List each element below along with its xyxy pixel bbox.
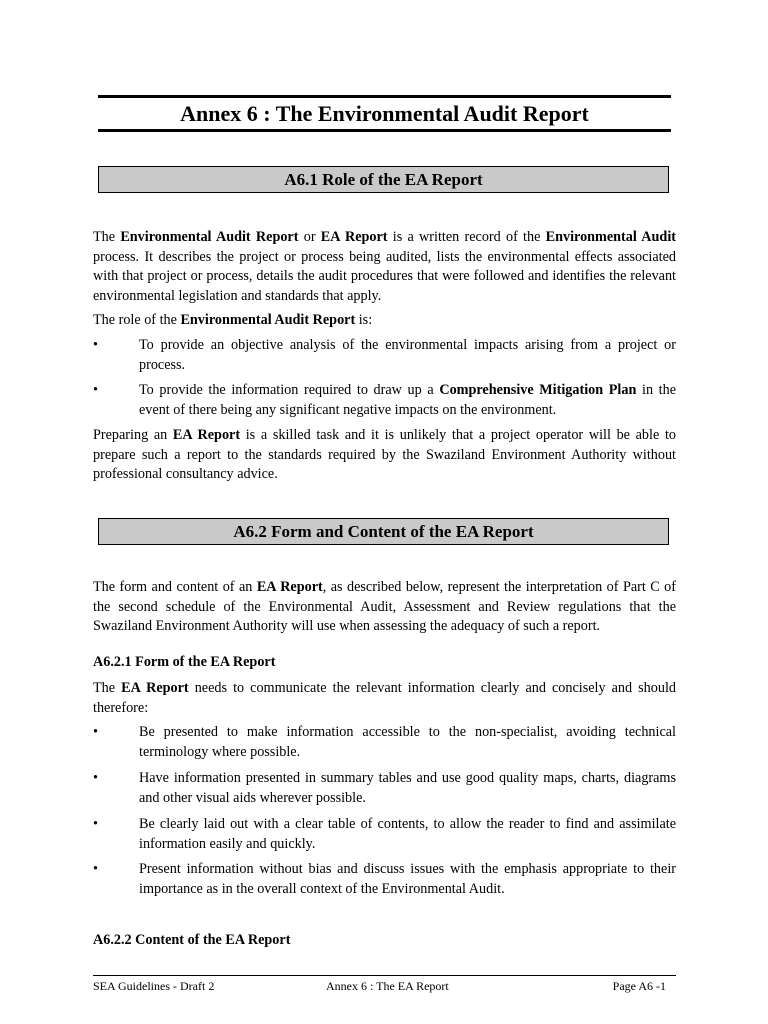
paragraph-role: The role of the Environmental Audit Report is:	[93, 312, 373, 328]
paragraph-form-content: The form and content of an EA Report, as described below, represent the interpretation of Part C of the second schedule of the Environmental Audit, Assessment and Review regulations that the Swaziland Environment Authority will use when assessing the adequacy of such a report.	[93, 579, 676, 634]
section-heading-form-content: A6.2 Form and Content of the EA Report	[98, 518, 669, 545]
list-item-text: Have information presented in summary tables and use good quality maps, charts, diagrams and other visual aids wherever possible.	[139, 770, 676, 806]
bold-term: Comprehensive Mitigation Plan	[439, 382, 637, 398]
list-item-text: Be clearly laid out with a clear table of contents, to allow the reader to find and assimilate information easily and quickly.	[139, 816, 676, 852]
section-heading-role: A6.1 Role of the EA Report	[98, 166, 669, 193]
footer-center: Annex 6 : The EA Report	[326, 979, 449, 993]
bold-term: Environmental Audit	[545, 229, 676, 245]
bullet-icon: •	[93, 382, 98, 398]
bold-term: EA Report	[256, 579, 323, 595]
bullet-icon: •	[93, 861, 98, 877]
bold-term: EA Report	[121, 680, 189, 696]
list-item-text: To provide an objective analysis of the environmental impacts arising from a project or process.	[139, 337, 676, 373]
paragraph-preparing: Preparing an EA Report is a skilled task and it is unlikely that a project operator will be able to prepare such a report to the standards required by the Swaziland Environment Authority without professional consultancy advice.	[93, 427, 676, 482]
bold-term: EA Report	[320, 229, 388, 245]
footer-page-number: Page A6 -1	[612, 979, 666, 993]
bullet-icon: •	[93, 770, 98, 786]
list-item-text: To provide the information required to draw up a Comprehensive Mitigation Plan in the event of there being any significant negative impacts on the environment.	[139, 382, 677, 418]
subsection-heading-content: A6.2.2 Content of the EA Report	[93, 932, 291, 948]
bullet-icon: •	[93, 816, 98, 832]
page-footer	[93, 975, 676, 994]
footer-left: SEA Guidelines - Draft 2	[93, 979, 215, 993]
bullet-icon: •	[93, 337, 98, 353]
bold-term: EA Report	[172, 427, 241, 443]
list-item-text: Present information without bias and discuss issues with the emphasis appropriate to their importance as in the overall context of the Environmental Audit.	[139, 861, 676, 897]
list-item-text: Be presented to make information accessible to the non-specialist, avoiding technical terminology where possible.	[139, 724, 676, 760]
bold-term: Environmental Audit Report	[180, 312, 356, 328]
bullet-icon: •	[93, 724, 98, 740]
bold-term: Environmental Audit Report	[120, 229, 299, 245]
paragraph-communicate: The EA Report needs to communicate the relevant information clearly and concisely and should therefore:	[93, 680, 676, 716]
subsection-heading-form: A6.2.1 Form of the EA Report	[93, 654, 276, 670]
page-title: Annex 6 : The Environmental Audit Report	[98, 95, 671, 132]
paragraph-intro: The Environmental Audit Report or EA Report is a written record of the Environmental Audit process. It describes the project or process being audited, lists the environmental effects associated with that project or process, details the audit procedures that were followed and identifies the relevant environmental legislation and standards that apply.	[93, 229, 676, 304]
